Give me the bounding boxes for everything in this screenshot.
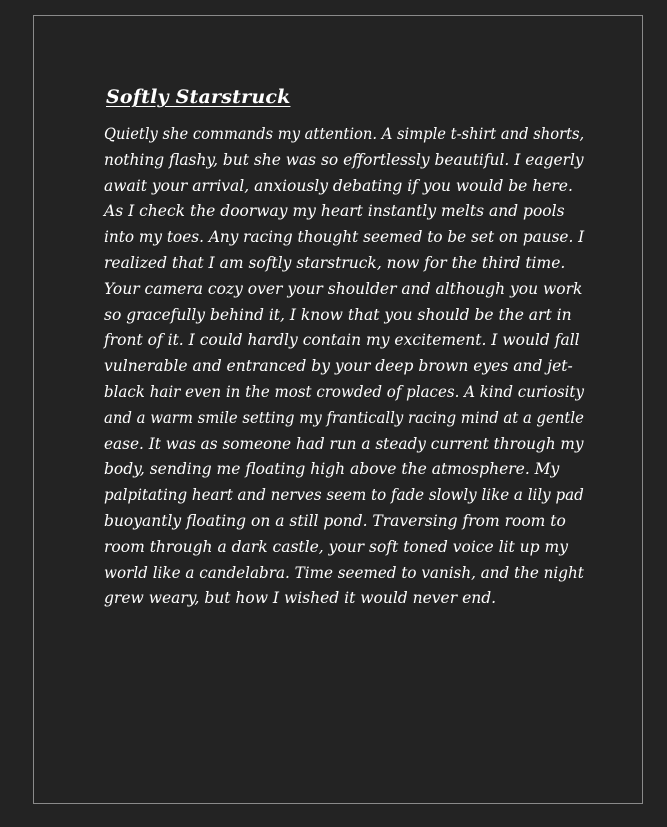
- poem-line: room through a dark castle, your soft toned voice lit up my: [104, 537, 568, 556]
- poem-line: body, sending me floating high above the atmosphere. My: [104, 460, 560, 479]
- poem-line: world like a candelabra. Time seemed to vanish, and the night: [104, 563, 584, 582]
- poem-title: Softly Starstruck: [106, 86, 291, 108]
- poem-line: buoyantly floating on a still pond. Traversing from room to: [104, 511, 566, 530]
- poem-body: [104, 122, 584, 612]
- poem-line: vulnerable and entranced by your deep brown eyes and jet-: [104, 357, 573, 376]
- poem-line: Your camera cozy over your shoulder and although you work: [104, 279, 583, 298]
- poem-line: and a warm smile setting my frantically racing mind at a gentle: [104, 408, 584, 427]
- poem-line: into my toes. Any racing thought seemed to be set on pause. I: [104, 228, 585, 247]
- poem-line: ease. It was as someone had run a steady current through my: [104, 434, 584, 453]
- poem-line: As I check the doorway my heart instantly melts and pools: [104, 202, 565, 221]
- poem-line: black hair even in the most crowded of places. A kind curiosity: [104, 382, 584, 401]
- poem-line: Quietly she commands my attention. A simple t-shirt and shorts,: [104, 125, 585, 143]
- poem-line: await your arrival, anxiously debating if you would be here.: [104, 176, 573, 195]
- poem-line: realized that I am softly starstruck, now for the third time.: [104, 253, 566, 272]
- poem-line: grew weary, but how I wished it would never end.: [104, 589, 497, 608]
- poem-line: palpitating heart and nerves seem to fade slowly like a lily pad: [104, 486, 584, 505]
- poem-line: front of it. I could hardly contain my excitement. I would fall: [104, 331, 580, 350]
- poem-line: so gracefully behind it, I know that you should be the art in: [104, 305, 572, 324]
- poem-line: nothing flashy, but she was so effortlessly beautiful. I eagerly: [104, 150, 584, 169]
